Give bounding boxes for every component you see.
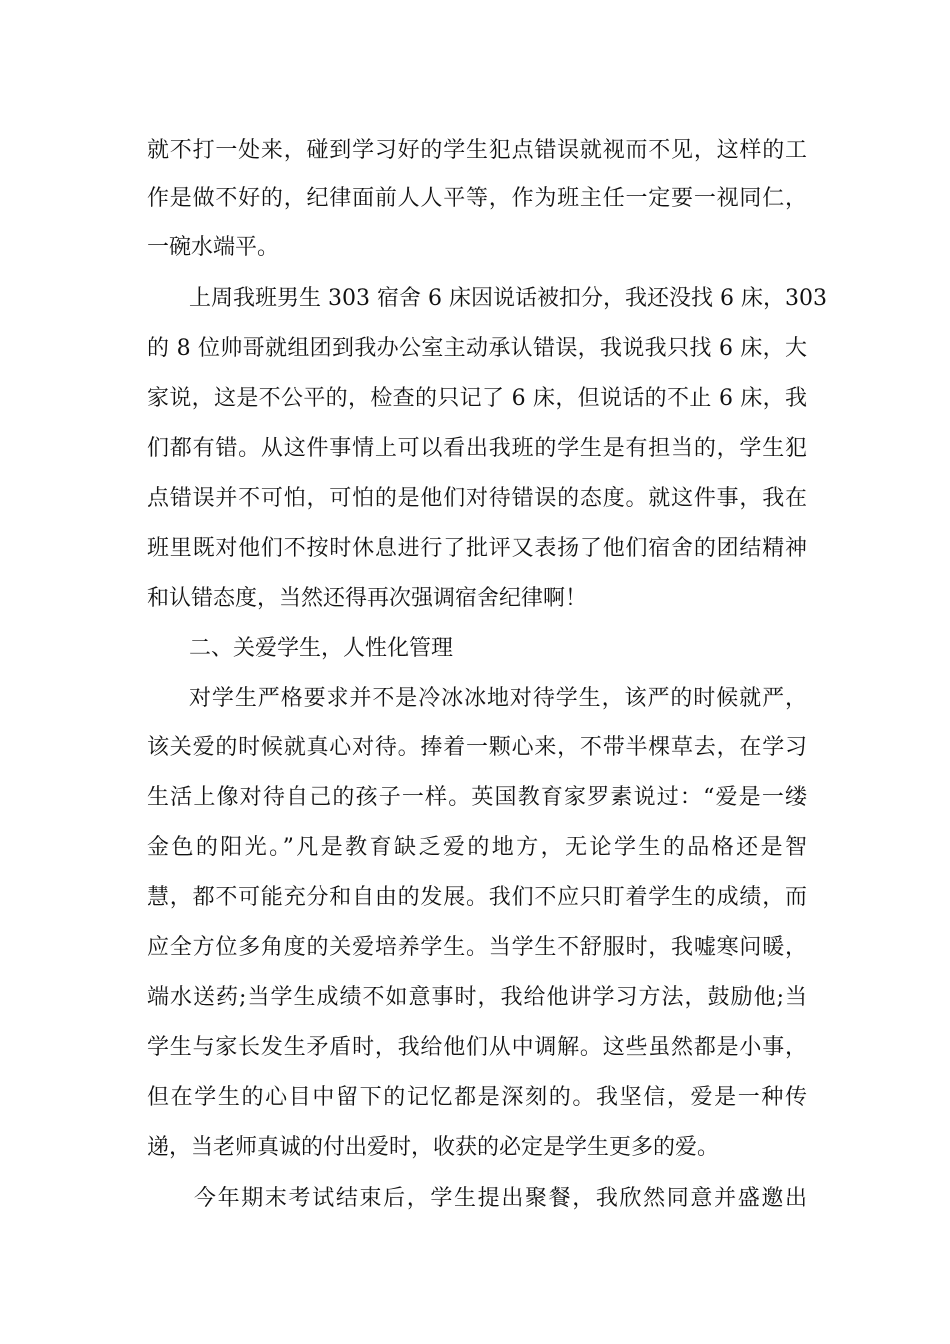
text-line: 慧，都不可能充分和自由的发展。我们不应只盯着学生的成绩，而 bbox=[147, 885, 807, 910]
text-line: 点错误并不可怕，可怕的是他们对待错误的态度。就这件事，我在 bbox=[147, 486, 807, 511]
text-line: 们都有错。从这件事情上可以看出我班的学生是有担当的，学生犯 bbox=[147, 436, 807, 461]
text-line: 一碗水端平。 bbox=[147, 235, 280, 260]
text-line: 应全方位多角度的关爱培养学生。当学生不舒服时，我嘘寒问暖， bbox=[147, 935, 807, 960]
text-line: 金色的阳光。”凡是教育缺乏爱的地方，无论学生的品格还是智 bbox=[147, 835, 807, 860]
text-line: 今年期末考试结束后，学生提出聚餐，我欣然同意并盛邀出 bbox=[194, 1186, 807, 1211]
section-heading: 二、关爱学生，人性化管理 bbox=[189, 636, 454, 661]
text-line: 作是做不好的，纪律面前人人平等，作为班主任一定要一视同仁， bbox=[147, 186, 807, 211]
text-line: 就不打一处来，碰到学习好的学生犯点错误就视而不见，这样的工 bbox=[147, 138, 807, 163]
text-line: 班里既对他们不按时休息进行了批评又表扬了他们宿舍的团结精神 bbox=[147, 536, 807, 561]
text-line: 生活上像对待自己的孩子一样。英国教育家罗素说过：“爱是一缕 bbox=[147, 785, 807, 810]
text-line: 对学生严格要求并不是冷冰冰地对待学生，该严的时候就严， bbox=[189, 686, 807, 711]
text-line: 家说，这是不公平的，检查的只记了 6 床，但说话的不止 6 床，我 bbox=[147, 386, 807, 411]
text-line: 端水送药;当学生成绩不如意事时，我给他讲学习方法，鼓励他;当 bbox=[147, 985, 807, 1010]
text-line: 上周我班男生 303 宿舍 6 床因说话被扣分，我还没找 6 床，303 bbox=[189, 286, 827, 311]
text-line: 学生与家长发生矛盾时，我给他们从中调解。这些虽然都是小事， bbox=[147, 1035, 807, 1060]
text-line: 但在学生的心目中留下的记忆都是深刻的。我坚信，爱是一种传 bbox=[147, 1085, 807, 1110]
text-line: 的 8 位帅哥就组团到我办公室主动承认错误，我说我只找 6 床，大 bbox=[147, 336, 807, 361]
text-line: 和认错态度，当然还得再次强调宿舍纪律啊！ bbox=[147, 586, 588, 611]
text-line: 递，当老师真诚的付出爱时，收获的必定是学生更多的爱。 bbox=[147, 1135, 720, 1160]
text-line: 该关爱的时候就真心对待。捧着一颗心来，不带半棵草去，在学习 bbox=[147, 735, 807, 760]
